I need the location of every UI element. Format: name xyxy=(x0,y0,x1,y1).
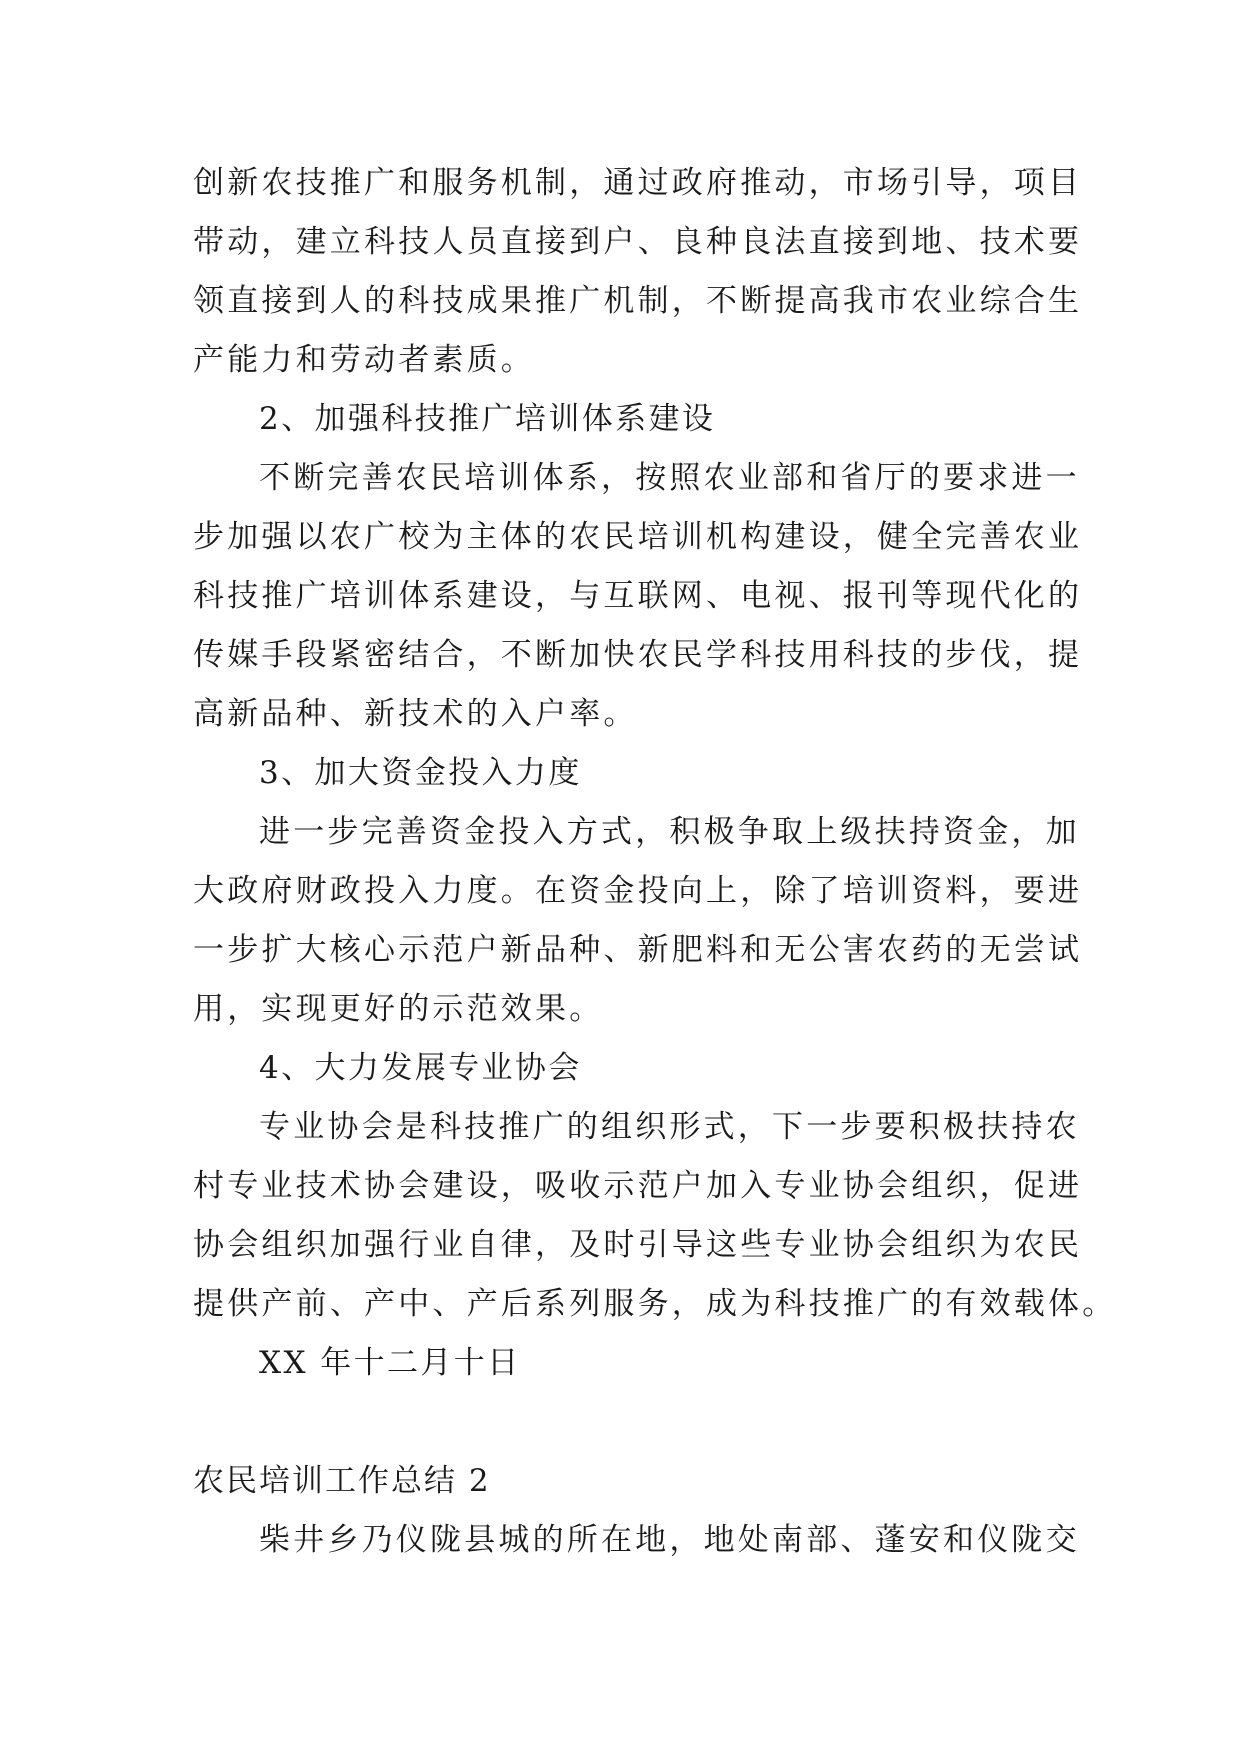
section-heading: 4、大力发展专业协会 xyxy=(259,1050,582,1086)
paragraph-line: 柴井乡乃仪陇县城的所在地，地处南部、蓬安和仪陇交 xyxy=(259,1522,1080,1558)
paragraph-line: 带动，建立科技人员直接到户、良种良法直接到地、技术要 xyxy=(193,224,1083,260)
document-date: XX 年十二月十日 xyxy=(259,1345,521,1381)
paragraph-line: 创新农技推广和服务机制，通过政府推动，市场引导，项目 xyxy=(193,165,1083,201)
paragraph-line: 领直接到人的科技成果推广机制，不断提高我市农业综合生 xyxy=(193,283,1083,319)
paragraph-line: 产能力和劳动者素质。 xyxy=(193,342,535,378)
section-title: 农民培训工作总结 2 xyxy=(193,1463,491,1499)
paragraph-line: 步加强以农广校为主体的农民培训机构建设，健全完善农业 xyxy=(193,519,1083,555)
paragraph-line: 科技推广培训体系建设，与互联网、电视、报刊等现代化的 xyxy=(193,578,1083,614)
paragraph-line: 一步扩大核心示范户新品种、新肥料和无公害农药的无尝试 xyxy=(193,932,1083,968)
paragraph-line: 专业协会是科技推广的组织形式，下一步要积极扶持农 xyxy=(259,1109,1080,1145)
document-body xyxy=(193,154,1117,1570)
paragraph-line: 用，实现更好的示范效果。 xyxy=(193,991,604,1027)
paragraph-line: 村专业技术协会建设，吸收示范户加入专业协会组织，促进 xyxy=(193,1168,1083,1204)
blank-line xyxy=(193,1393,1049,1452)
section-heading: 3、加大资金投入力度 xyxy=(259,755,582,791)
paragraph-line: 提供产前、产中、产后系列服务，成为科技推广的有效载体。 xyxy=(193,1286,1117,1322)
paragraph-line: 协会组织加强行业自律，及时引导这些专业协会组织为农民 xyxy=(193,1227,1083,1263)
paragraph-line: 高新品种、新技术的入户率。 xyxy=(193,696,638,732)
paragraph-line: 传媒手段紧密结合，不断加快农民学科技用科技的步伐，提 xyxy=(193,637,1083,673)
paragraph-line: 进一步完善资金投入方式，积极争取上级扶持资金，加 xyxy=(259,814,1080,850)
paragraph-line: 不断完善农民培训体系，按照农业部和省厅的要求进一 xyxy=(259,460,1080,496)
section-heading: 2、加强科技推广培训体系建设 xyxy=(259,401,716,437)
paragraph-line: 大政府财政投入力度。在资金投向上，除了培训资料，要进 xyxy=(193,873,1083,909)
